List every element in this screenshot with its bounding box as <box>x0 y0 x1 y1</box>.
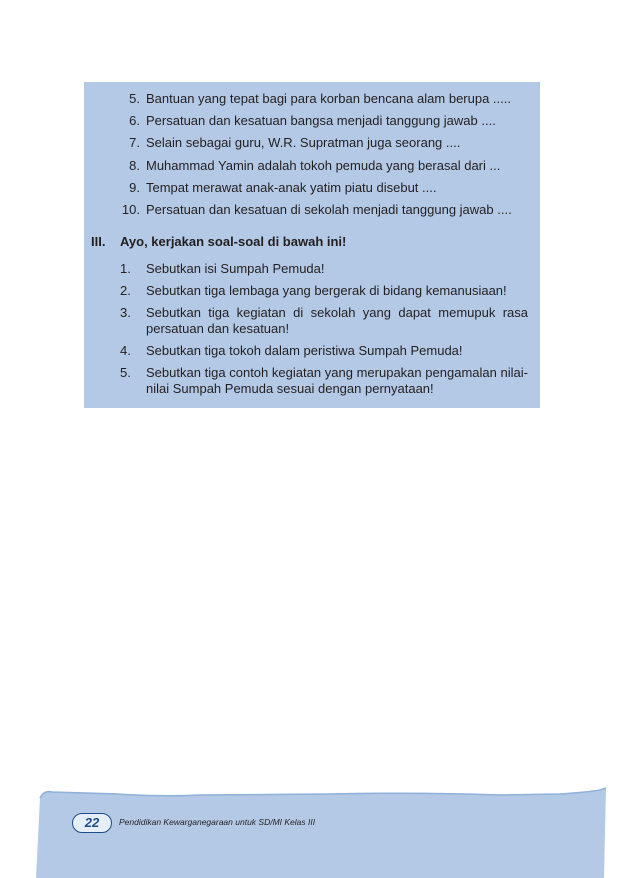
list-item <box>120 158 540 180</box>
item-text: Sebutkan tiga contoh kegiatan yang merupakan pengamalan nilai-nilai Sumpah Pemuda sesuai dengan pernyataan! <box>146 365 528 396</box>
item-number: 6. <box>129 113 140 129</box>
item-number: 8. <box>129 157 140 173</box>
item-text: Persatuan dan kesatuan di sekolah menjadi tanggung jawab .... <box>146 201 512 217</box>
page-number-badge: 22 <box>72 813 112 833</box>
item-text: Bantuan yang tepat bagi para korban bencana alam berupa ..... <box>146 91 511 106</box>
item-number: 5. <box>120 365 131 380</box>
list-item <box>120 113 540 135</box>
item-number: 2. <box>120 283 131 298</box>
list-item <box>120 305 528 337</box>
list-item <box>120 180 540 202</box>
list-item <box>120 283 528 299</box>
list-item <box>120 261 528 277</box>
list-item <box>120 202 540 224</box>
item-number: 7. <box>129 135 140 151</box>
item-number: 10. <box>121 201 140 217</box>
list-item <box>120 135 540 157</box>
item-text: Muhammad Yamin adalah tokoh pemuda yang berasal dari ... <box>146 157 501 173</box>
item-text: Selain sebagai guru, W.R. Supratman juga seorang .... <box>146 135 461 151</box>
item-number: 9. <box>129 179 140 195</box>
item-text: Sebutkan tiga kegiatan di sekolah yang dapat memupuk rasa persatuan dan kesatuan! <box>146 305 528 336</box>
list-item <box>120 343 528 359</box>
section-heading <box>91 234 346 250</box>
list-item <box>120 91 540 113</box>
item-text: Persatuan dan kesatuan bangsa menjadi tanggung jawab .... <box>146 113 496 129</box>
section-title: Ayo, kerjakan soal-soal di bawah ini! <box>120 234 347 249</box>
item-number: 3. <box>120 305 131 320</box>
list-item <box>120 365 528 397</box>
book-title: Pendidikan Kewarganegaraan untuk SD/MI Kelas III <box>119 817 316 827</box>
item-text: Sebutkan isi Sumpah Pemuda! <box>146 261 325 276</box>
item-text: Sebutkan tiga lembaga yang bergerak di bidang kemanusiaan! <box>146 283 507 298</box>
item-text: Sebutkan tiga tokoh dalam peristiwa Sumpah Pemuda! <box>146 343 463 358</box>
section-number: III. <box>91 234 106 249</box>
item-text: Tempat merawat anak-anak yatim piatu disebut .... <box>146 179 437 195</box>
fill-in-question-list <box>120 91 540 224</box>
item-number: 1. <box>120 261 131 276</box>
item-number: 4. <box>120 343 131 358</box>
item-number: 5. <box>129 91 140 106</box>
essay-question-list <box>120 261 528 403</box>
